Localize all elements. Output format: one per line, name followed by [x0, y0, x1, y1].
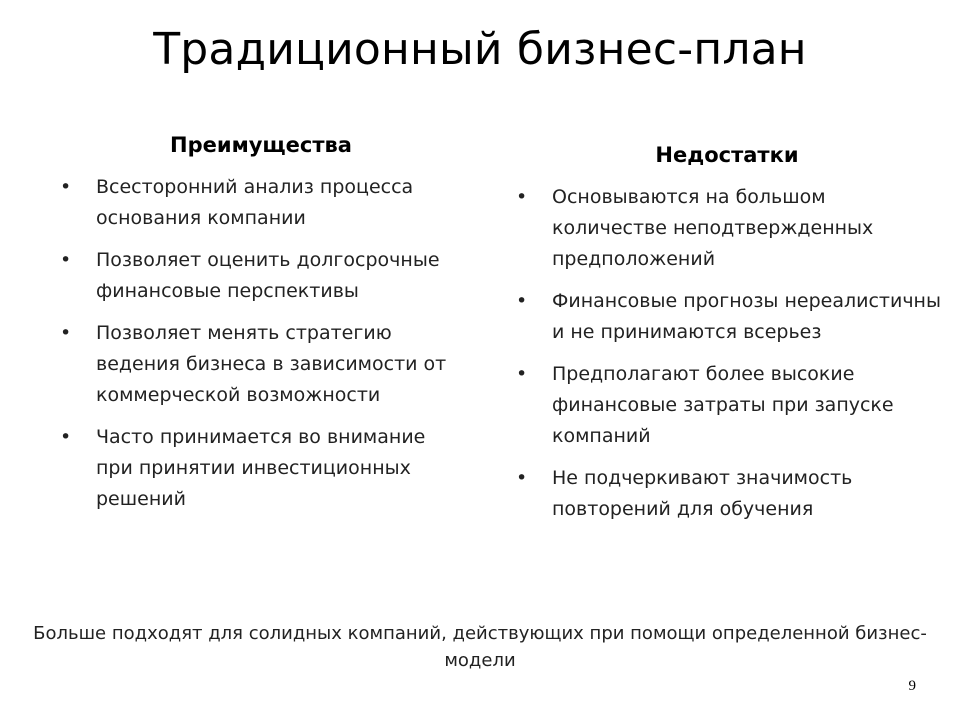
disadvantage-item	[512, 463, 942, 525]
disadvantage-item	[512, 182, 942, 275]
advantage-item	[56, 422, 466, 515]
disadvantages-list	[512, 182, 942, 525]
disadvantage-text: Не подчеркивают значимость повторений для обучения	[552, 467, 853, 520]
advantages-column	[56, 128, 466, 526]
disadvantage-text: Основываются на большом количестве неподтвержденных предположений	[552, 186, 874, 270]
disadvantage-text: Предполагают более высокие финансовые затраты при запуске компаний	[552, 363, 894, 447]
advantage-text: Позволяет менять стратегию ведения бизнеса в зависимости от коммерческой возможности	[96, 322, 447, 406]
disadvantages-column	[512, 128, 942, 536]
bullet-icon: •	[516, 290, 528, 312]
bullet-icon: •	[516, 186, 528, 208]
bullet-icon: •	[60, 176, 72, 198]
advantage-item	[56, 172, 466, 234]
slide-title: Традиционный бизнес-план	[153, 24, 807, 75]
advantage-text: Позволяет оценить долгосрочные финансовые перспективы	[96, 249, 440, 302]
advantages-list	[56, 172, 466, 515]
advantage-item	[56, 245, 466, 307]
footer-note: Больше подходят для солидных компаний, действующих при помощи определенной бизнес-модели	[33, 623, 927, 671]
bullet-icon: •	[516, 467, 528, 489]
disadvantage-text: Финансовые прогнозы нереалистичны и не принимаются всерьез	[552, 290, 941, 343]
advantage-text: Часто принимается во внимание при принятии инвестиционных решений	[96, 426, 426, 510]
page-number: 9	[908, 678, 916, 694]
advantages-heading: Преимущества	[170, 133, 352, 157]
bullet-icon: •	[516, 363, 528, 385]
advantage-item	[56, 318, 466, 411]
disadvantage-item	[512, 286, 942, 348]
bullet-icon: •	[60, 426, 72, 448]
disadvantages-heading: Недостатки	[655, 143, 799, 167]
advantage-text: Всесторонний анализ процесса основания компании	[96, 176, 414, 229]
disadvantage-item	[512, 359, 942, 452]
bullet-icon: •	[60, 249, 72, 271]
bullet-icon: •	[60, 322, 72, 344]
